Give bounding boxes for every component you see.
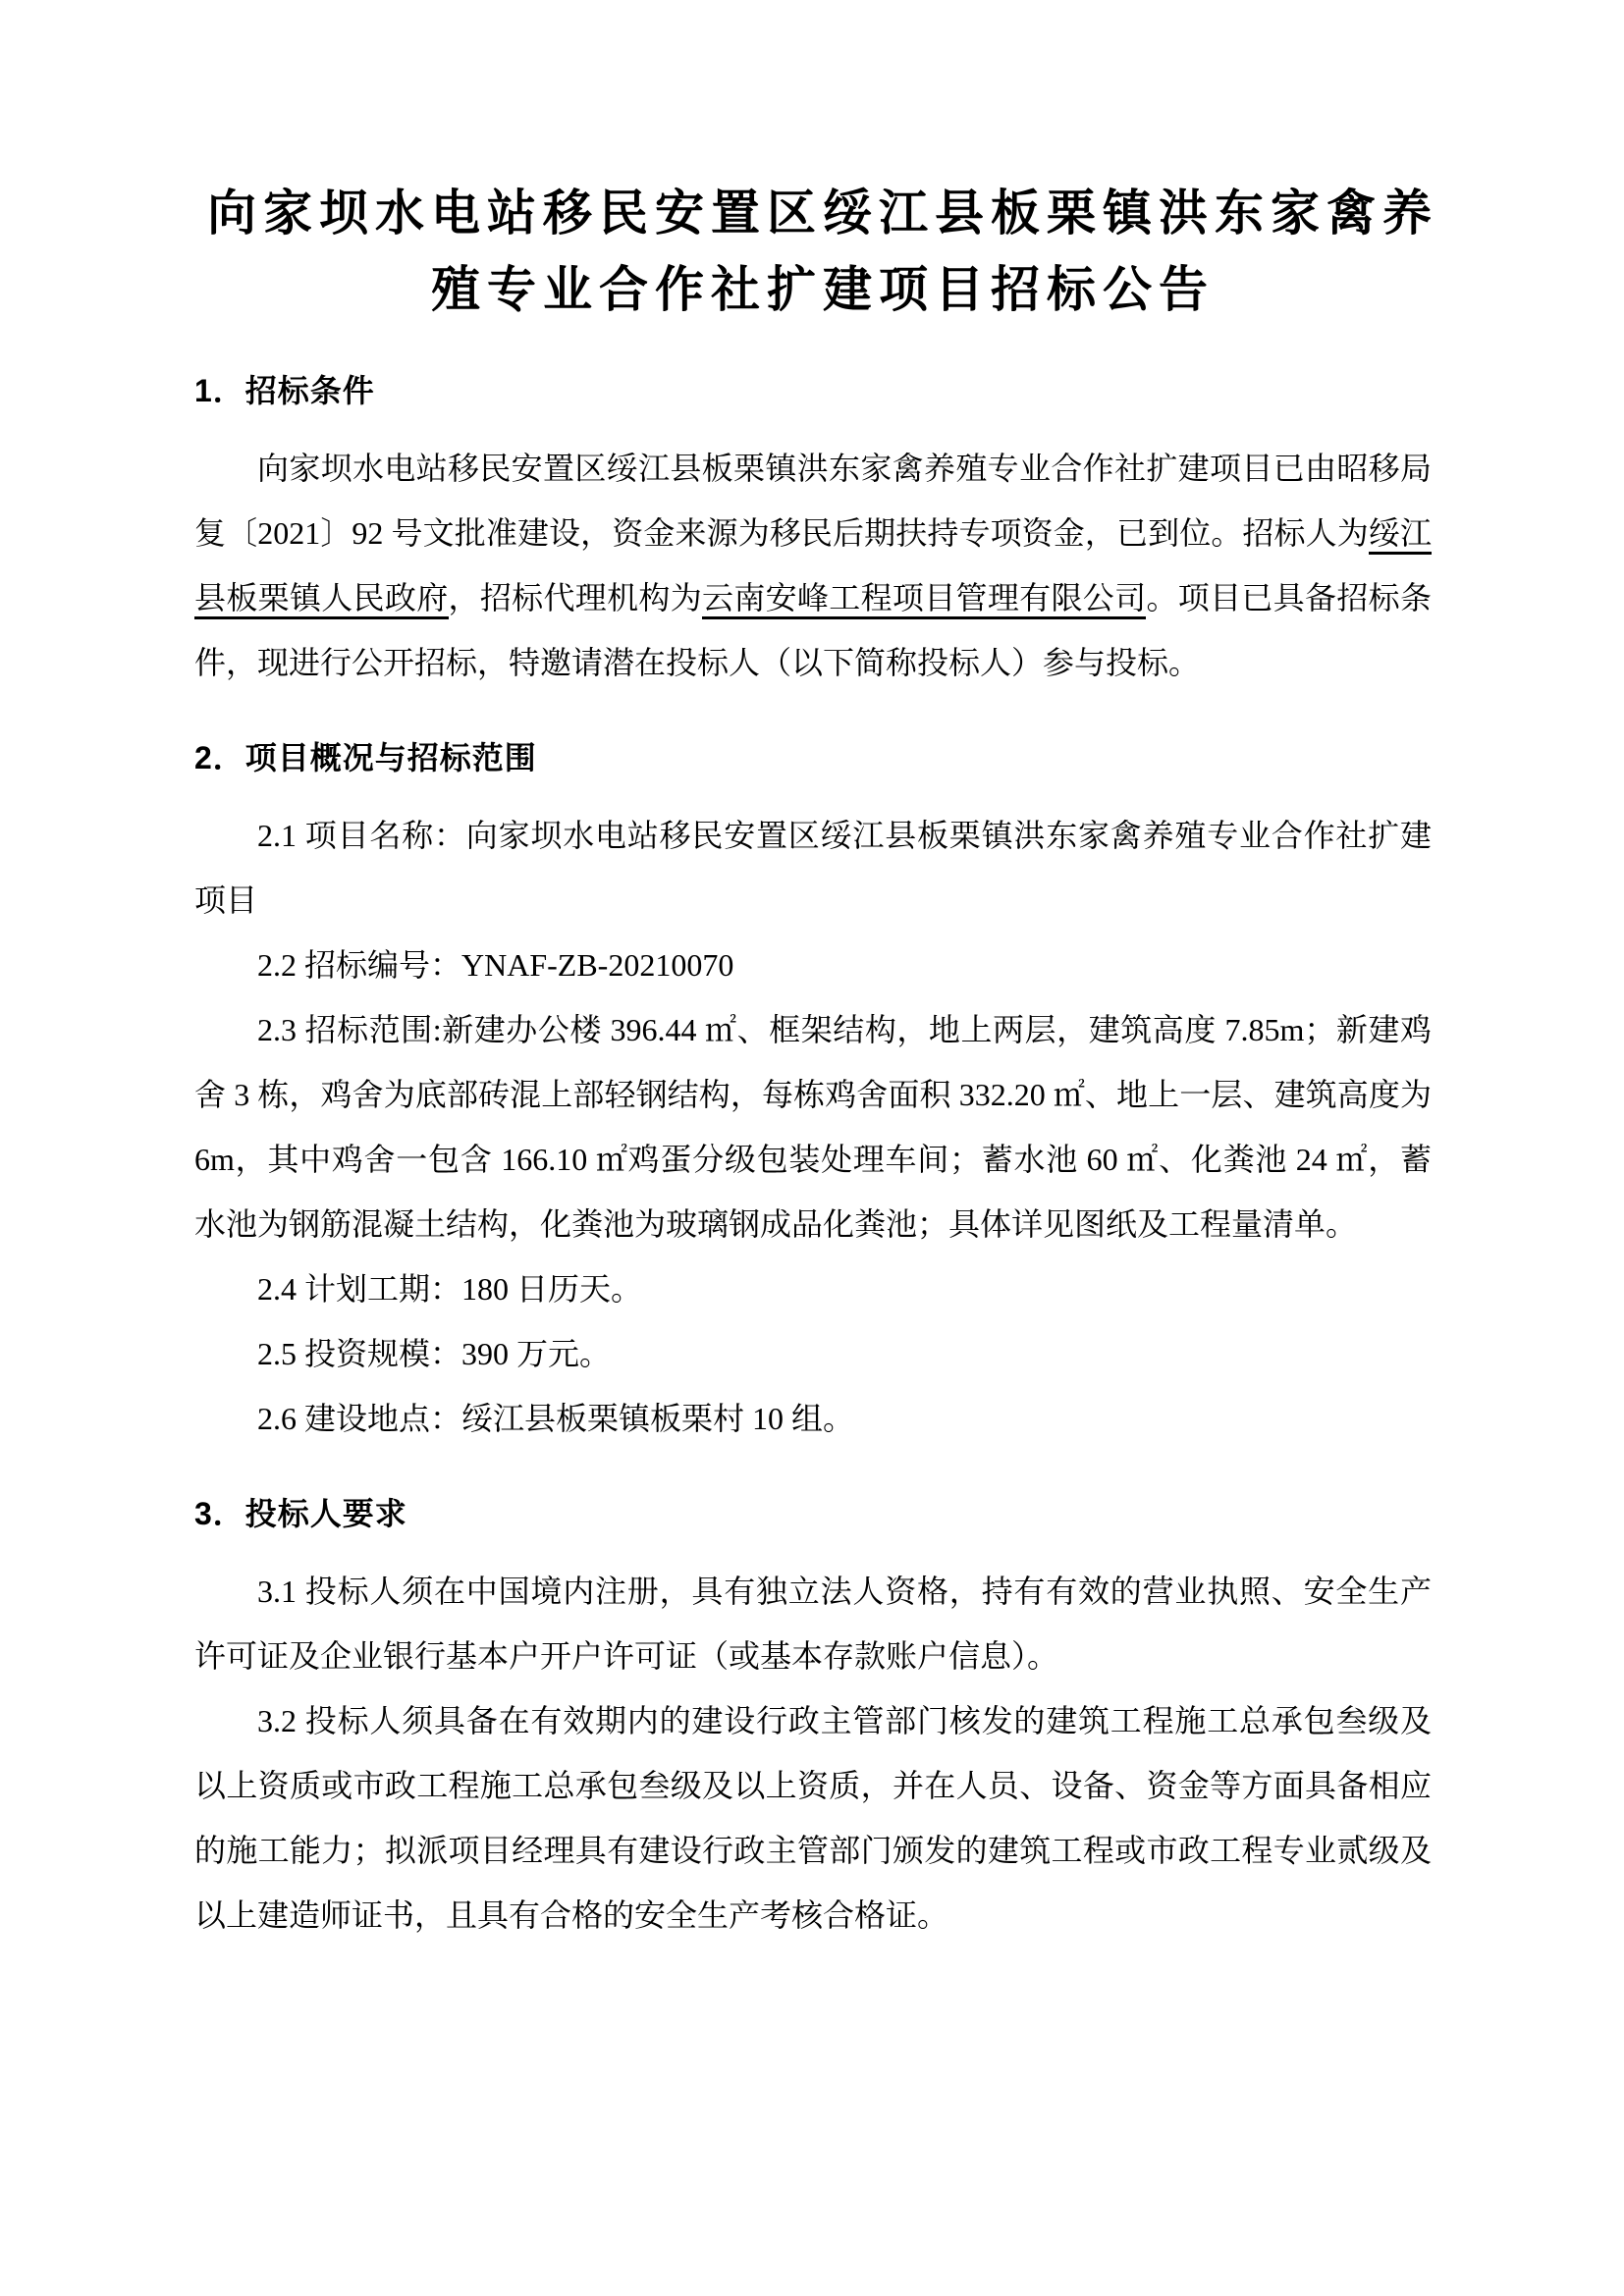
- section-bidder-requirements: [194, 1492, 1432, 1948]
- construction-site-item: 2.6 建设地点：绥江县板栗镇板栗村 10 组。: [257, 1401, 855, 1436]
- agency-name: 云南安峰工程项目管理有限公司: [702, 580, 1146, 619]
- document-title: 向家坝水电站移民安置区绥江县板栗镇洪东家禽养殖专业合作社扩建项目招标公告: [207, 186, 1438, 317]
- section-2-heading: 2．项目概况与招标范围: [194, 740, 537, 775]
- tender-scope-item: 2.3 招标范围:新建办公楼 396.44 ㎡、框架结构，地上两层，建筑高度 7.85m；新建鸡舍 3 栋，鸡舍为底部砖混上部轻钢结构，每栋鸡舍面积 332.20 ㎡、地上一层、建筑高度为 6m，其中鸡舍一包含 166.10 ㎡鸡蛋分级包装处理车间；蓄水池 60 ㎡、化粪池 24 ㎡，蓄水池为钢筋混凝土结构，化粪池为玻璃钢成品化粪池；具体详见图纸及工程量清单。: [194, 1012, 1432, 1242]
- paragraph-text-2: ，招标代理机构为: [448, 580, 703, 615]
- section-3-heading: 3．投标人要求: [194, 1496, 407, 1531]
- project-name-item: 2.1 项目名称：向家坝水电站移民安置区绥江县板栗镇洪东家禽养殖专业合作社扩建项目: [194, 818, 1432, 918]
- section-project-overview: [194, 736, 1432, 1451]
- tenderer-name: 绥江县板栗镇人民政府: [194, 515, 1432, 619]
- paragraph-text-1: 向家坝水电站移民安置区绥江县板栗镇洪东家禽养殖专业合作社扩建项目已由昭移局复〔2021〕92 号文批准建设，资金来源为移民后期扶持专项资金，已到位。招标人为: [194, 451, 1432, 551]
- section-tender-conditions: [194, 369, 1432, 695]
- tender-number-item: 2.2 招标编号：YNAF-ZB-20210070: [257, 947, 734, 983]
- section-1-heading: 1．招标条件: [194, 373, 375, 408]
- tender-conditions-paragraph: [194, 436, 1432, 695]
- bidder-qualification-requirement: 3.2 投标人须具备在有效期内的建设行政主管部门核发的建筑工程施工总承包叁级及以上资质或市政工程施工总承包叁级及以上资质，并在人员、设备、资金等方面具备相应的施工能力；拟派项目经理具有建设行政主管部门颁发的建筑工程或市政工程专业贰级及以上建造师证书，且具有合格的安全生产考核合格证。: [194, 1703, 1432, 1933]
- investment-scale-item: 2.5 投资规模：390 万元。: [257, 1336, 612, 1371]
- paragraph-text-3: 。项目已具备招标条件，现进行公开招标，特邀请潜在投标人（以下简称投标人）参与投标。: [194, 580, 1432, 680]
- bidder-registration-requirement: 3.1 投标人须在中国境内注册，具有独立法人资格，持有有效的营业执照、安全生产许可证及企业银行基本户开户许可证（或基本存款账户信息）。: [194, 1574, 1432, 1674]
- construction-period-item: 2.4 计划工期：180 日历天。: [257, 1271, 643, 1307]
